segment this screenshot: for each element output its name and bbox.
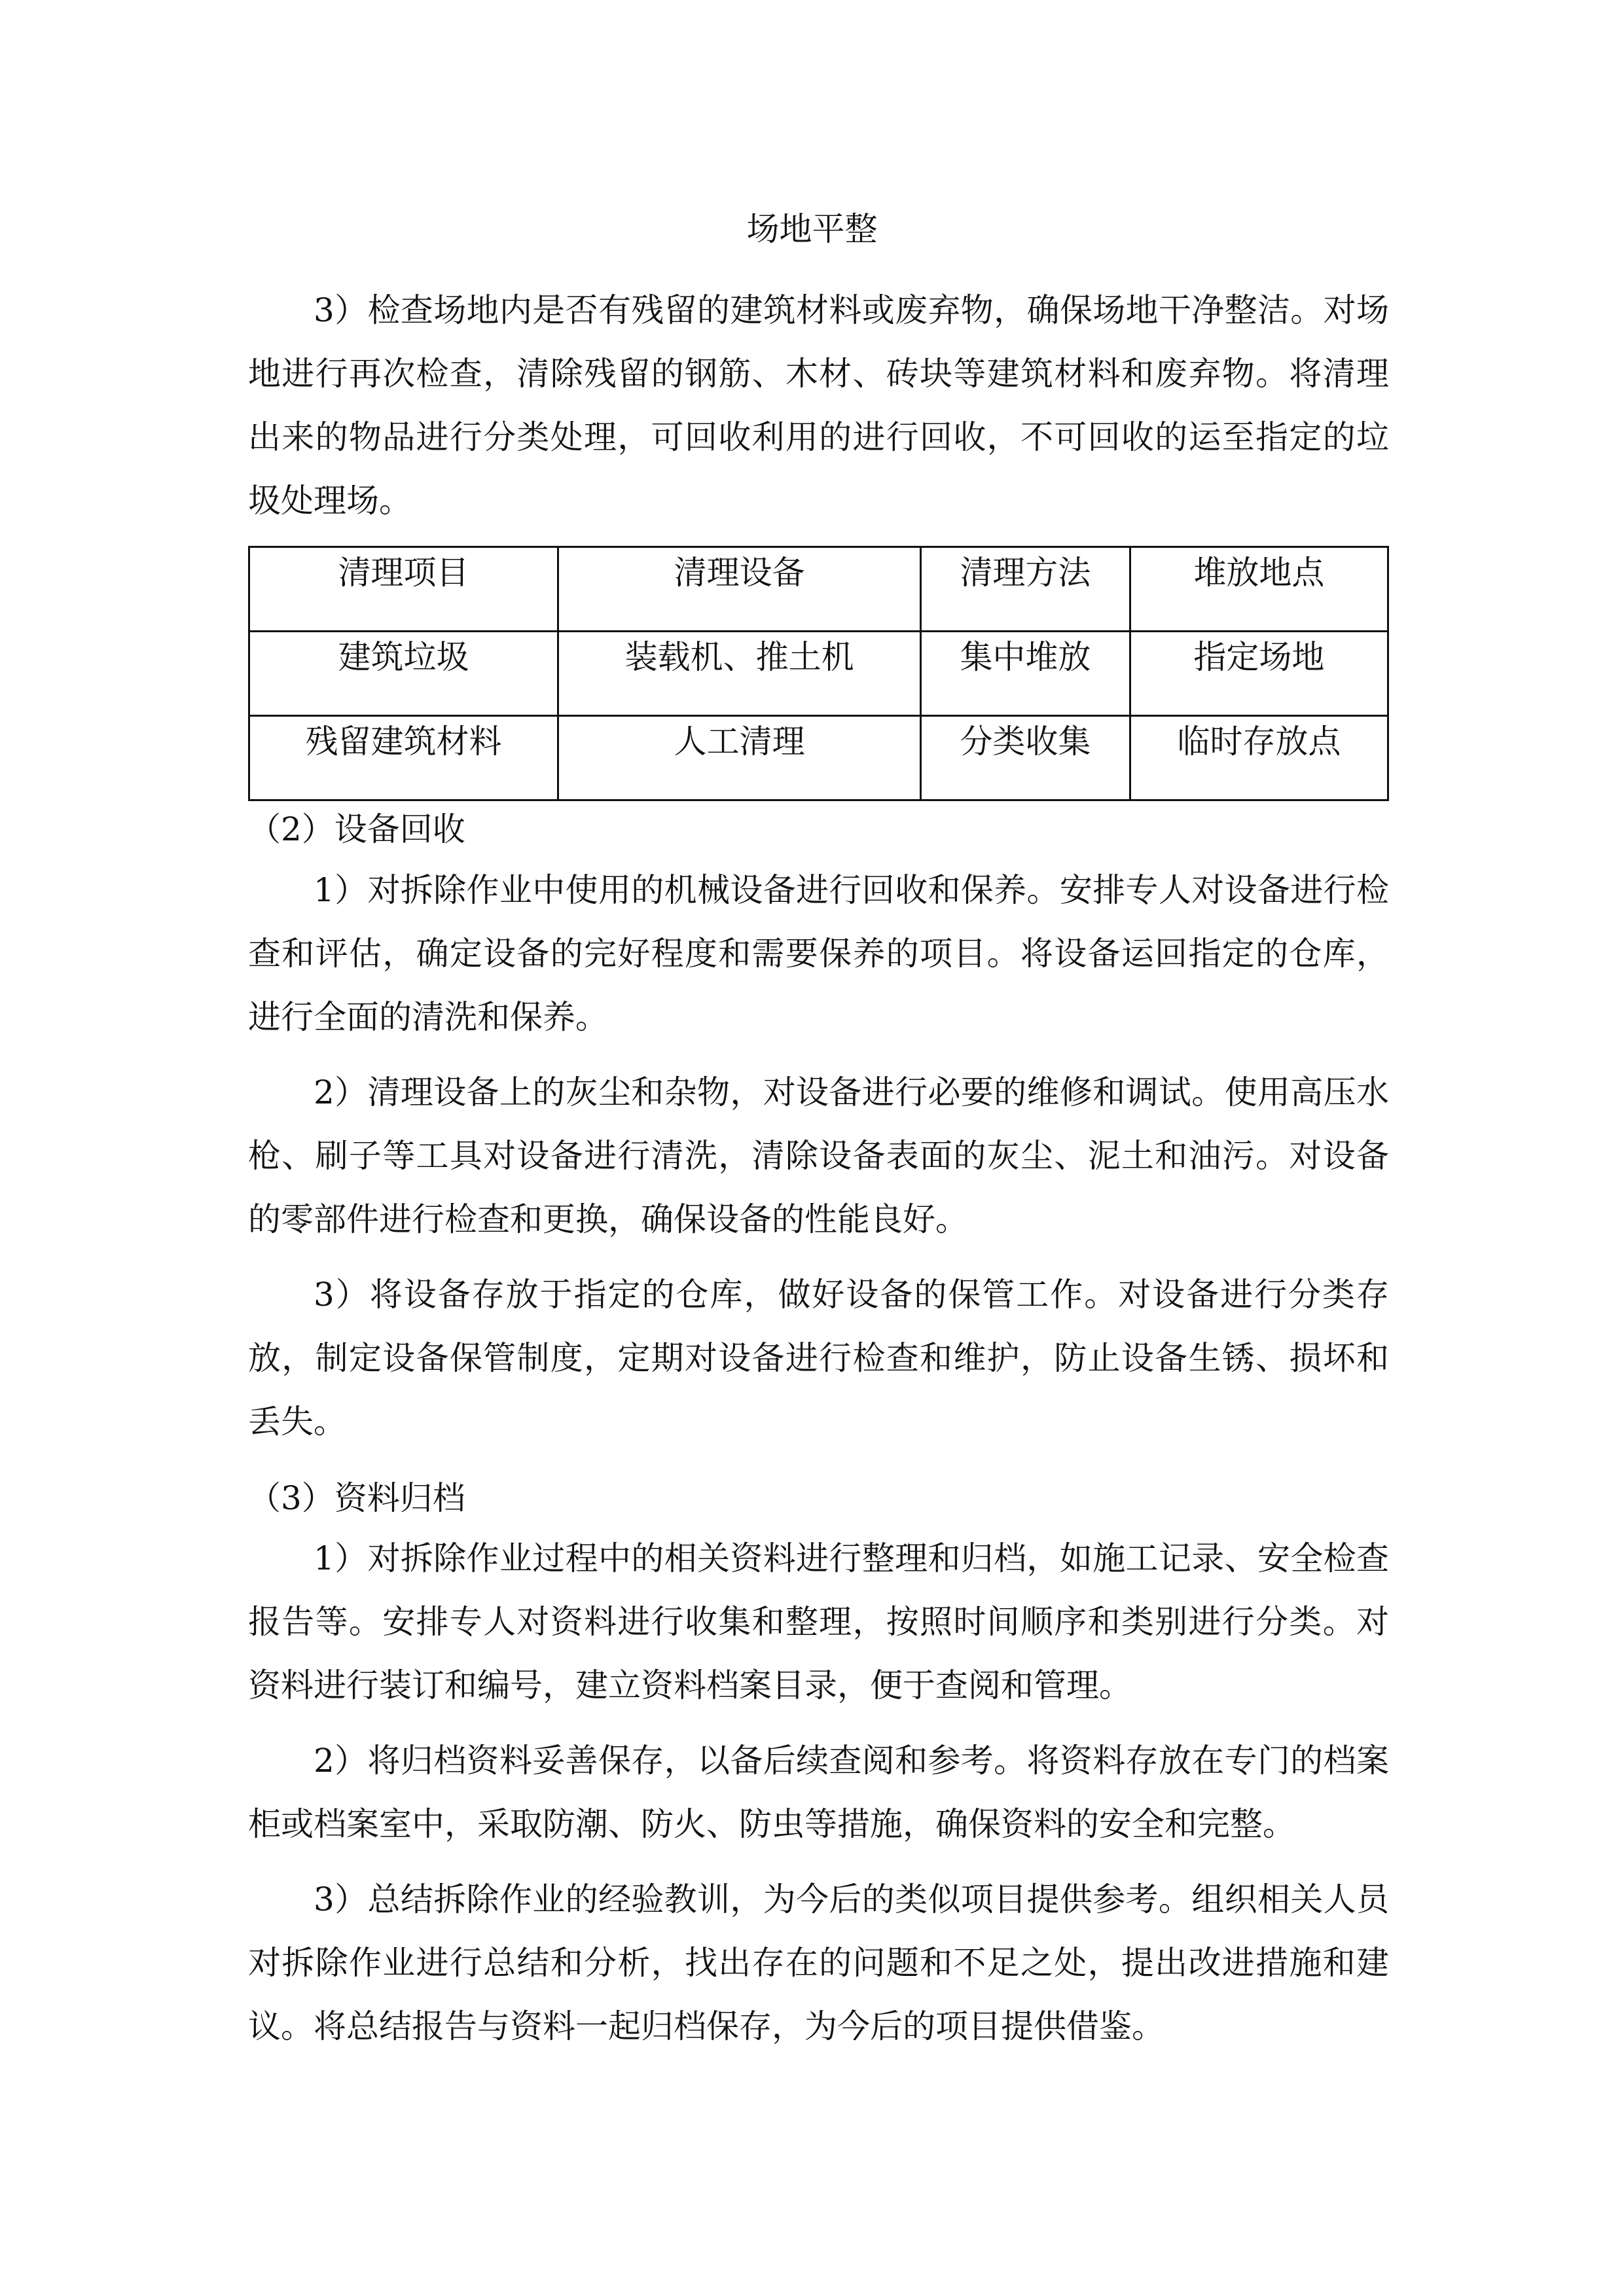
paragraph: 2）将归档资料妥善保存，以备后续查阅和参考。将资料存放在专门的档案柜或档案室中，采取防潮、防火、防虫等措施，确保资料的安全和完整。 <box>248 1742 1389 1843</box>
paragraph: 1）对拆除作业中使用的机械设备进行回收和保养。安排专人对设备进行检查和评估，确定设备的完好程度和需要保养的项目。将设备运回指定的仓库，进行全面的清洗和保养。 <box>248 871 1389 1036</box>
table-cell: 指定场地 <box>1130 632 1388 716</box>
table-cell: 残留建筑材料 <box>249 716 558 800</box>
page-title: 场地平整 <box>746 210 878 248</box>
table-cell: 集中堆放 <box>921 632 1130 716</box>
table-cell: 装载机、推土机 <box>558 632 921 716</box>
table-cell: 人工清理 <box>558 716 921 800</box>
table-header-row <box>249 547 1388 632</box>
table-header-cell: 清理设备 <box>558 547 921 632</box>
paragraph: 3）总结拆除作业的经验教训，为今后的类似项目提供参考。组织相关人员对拆除作业进行总结和分析，找出存在的问题和不足之处，提出改进措施和建议。将总结报告与资料一起归档保存，为今后的项目提供借鉴。 <box>248 1880 1389 2045</box>
table-header-cell: 清理方法 <box>921 547 1130 632</box>
paragraph: 2）清理设备上的灰尘和杂物，对设备进行必要的维修和调试。使用高压水枪、刷子等工具对设备进行清洗，清除设备表面的灰尘、泥土和油污。对设备的零部件进行检查和更换，确保设备的性能良好。 <box>248 1073 1389 1238</box>
table-cell: 建筑垃圾 <box>249 632 558 716</box>
paragraph: 3）将设备存放于指定的仓库，做好设备的保管工作。对设备进行分类存放，制定设备保管制度，定期对设备进行检查和维护，防止设备生锈、损坏和丢失。 <box>248 1276 1389 1441</box>
table-header-cell: 清理项目 <box>249 547 558 632</box>
table-cell: 分类收集 <box>921 716 1130 800</box>
paragraph: 1）对拆除作业过程中的相关资料进行整理和归档，如施工记录、安全检查报告等。安排专人对资料进行收集和整理，按照时间顺序和类别进行分类。对资料进行装订和编号，建立资料档案目录，便于查阅和管理。 <box>248 1539 1389 1704</box>
table-row <box>249 716 1388 800</box>
paragraph-site-cleanup: 3）检查场地内是否有残留的建筑材料或废弃物，确保场地干净整洁。对场地进行再次检查，清除残留的钢筋、木材、砖块等建筑材料和废弃物。将清理出来的物品进行分类处理，可回收利用的进行回收，不可回收的运至指定的垃圾处理场。 <box>248 291 1389 520</box>
table-cell: 临时存放点 <box>1130 716 1388 800</box>
cleanup-table <box>248 546 1389 801</box>
section-heading-equipment: （2）设备回收 <box>248 810 465 848</box>
table-header-cell: 堆放地点 <box>1130 547 1388 632</box>
section-heading-archive: （3）资料归档 <box>248 1479 465 1517</box>
table-row <box>249 632 1388 716</box>
